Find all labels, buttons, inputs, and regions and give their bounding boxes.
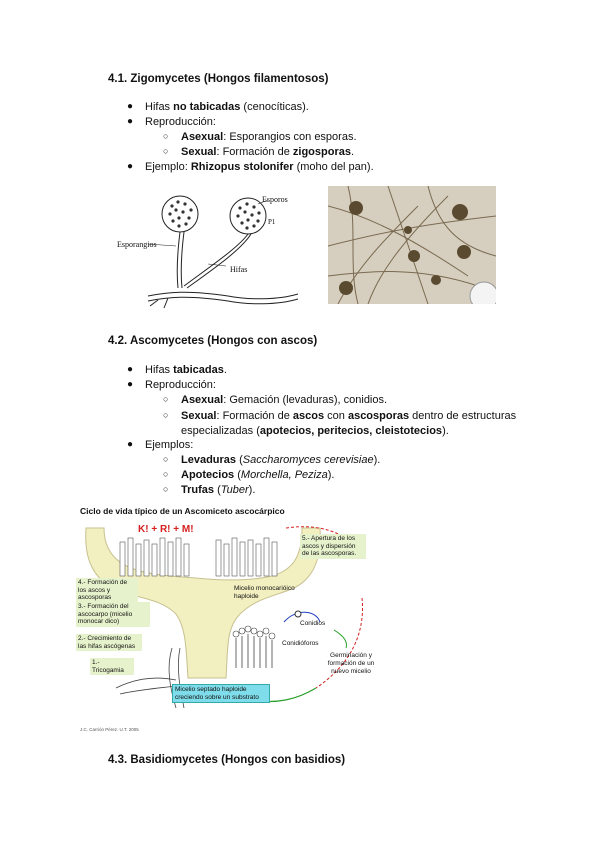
list-item: Trufas (Tuber). [181, 484, 256, 496]
list-item: Reproducción: [145, 379, 216, 391]
sub-bullet: ○ [163, 131, 169, 141]
label-conidioforos: Conidióforos [282, 640, 319, 647]
micelio-septado-box: Micelio septado haploide creciendo sobre un substrato [172, 684, 270, 703]
list-item: Sexual: Formación de ascos con ascosporas dentro de estructuras [181, 410, 517, 422]
list-item: Hifas no tabicadas (cenocíticas). [145, 101, 309, 113]
section-42-heading: 4.2. Ascomycetes (Hongos con ascos) [108, 335, 318, 347]
ploidy-label: K! + R! + M! [138, 524, 194, 535]
list-item: Reproducción: [145, 116, 216, 128]
label-monocar: Micelio monocarióico haploide [234, 585, 295, 600]
label-p1: P1 [268, 218, 276, 226]
label-hifas: Hifas [230, 265, 248, 274]
label-esporos: Esporos [262, 195, 288, 204]
sub-bullet: ○ [163, 484, 169, 494]
rhizopus-drawing [108, 188, 308, 310]
step-3-box: 3.- Formación del ascocarpo (micelio monocar dico) [76, 602, 150, 627]
bullet-dot: ● [127, 439, 134, 450]
list-item-continuation: especializadas (apotecios, peritecios, cleistotecios). [181, 425, 449, 437]
sub-bullet: ○ [163, 410, 169, 420]
step-4-box: 4.- Formación de los ascos y ascosporas [76, 578, 138, 603]
section-41-heading: 4.1. Zigomycetes (Hongos filamentosos) [108, 73, 329, 85]
step-2-box: 2.- Crecimiento de las hifas ascógenas [76, 634, 142, 651]
step-1-box: 1.- Tricogamia [90, 658, 134, 675]
section-43-heading: 4.3. Basidiomycetes (Hongos con basidios) [108, 754, 346, 766]
sub-bullet: ○ [163, 454, 169, 464]
step-5-box: 5.- Apertura de los ascos y dispersión de las ascosporas. [300, 534, 366, 559]
label-conidios: Conidios [300, 620, 326, 627]
list-item: Hifas tabicadas. [145, 364, 227, 376]
list-item: Ejemplos: [145, 439, 194, 451]
label-germinacion: Germinación y formación de un nuevo micelio [327, 652, 375, 675]
cycle-title: Ciclo de vida típico de un Ascomiceto ascocárpico [80, 506, 285, 516]
list-item: Levaduras (Saccharomyces cerevisiae). [181, 454, 381, 466]
sub-bullet: ○ [163, 394, 169, 404]
bullet-dot: ● [127, 116, 134, 127]
list-item: Apotecios (Morchella, Peziza). [181, 469, 335, 481]
label-esporangios: Esporangios [117, 240, 157, 249]
bullet-dot: ● [127, 379, 134, 390]
sub-bullet: ○ [163, 146, 169, 156]
list-item: Asexual: Gemación (levaduras), conidios. [181, 394, 388, 406]
bullet-dot: ● [127, 101, 134, 112]
list-item: Ejemplo: Rhizopus stolonifer (moho del pan). [145, 161, 374, 173]
bullet-dot: ● [127, 161, 134, 172]
list-item: Sexual: Formación de zigosporas. [181, 146, 355, 158]
list-item: Asexual: Esporangios con esporas. [181, 131, 357, 143]
credit: J.C. Carrión Pérez. U.T. 2005 [80, 727, 139, 732]
bullet-dot: ● [127, 364, 134, 375]
rhizopus-photo [328, 186, 496, 304]
sub-bullet: ○ [163, 469, 169, 479]
